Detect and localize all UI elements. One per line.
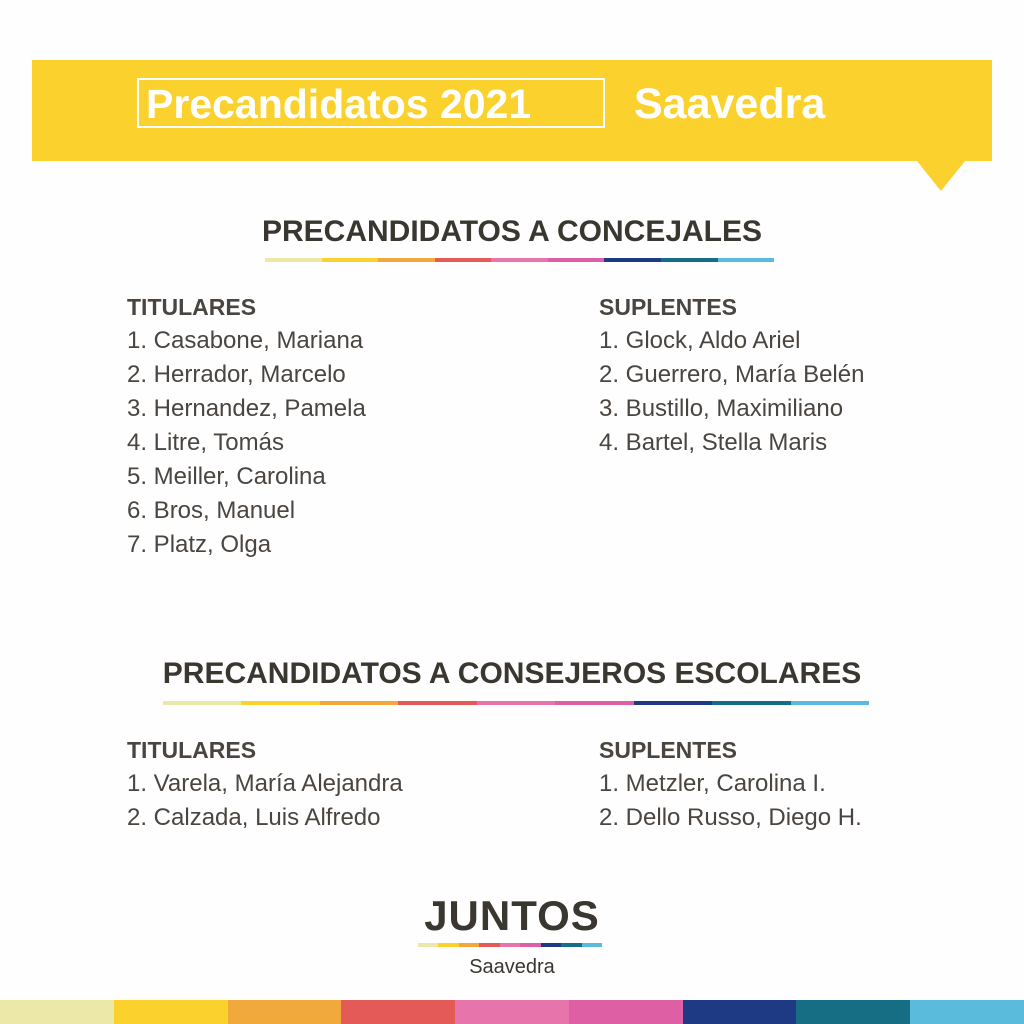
stripe-segment <box>265 258 322 262</box>
stripe-segment <box>163 701 241 705</box>
stripe-segment <box>661 258 718 262</box>
concejales-titulares-column <box>127 290 366 562</box>
concejales-suplentes-heading: SUPLENTES <box>599 294 738 320</box>
stripe-segment <box>548 258 605 262</box>
list-item: 2. Calzada, Luis Alfredo <box>127 804 381 831</box>
list-item: 2. Guerrero, María Belén <box>599 361 865 388</box>
list-item: 2. Herrador, Marcelo <box>127 361 346 388</box>
list-item: 5. Meiller, Carolina <box>127 463 326 490</box>
bottom-color-band <box>0 1000 1024 1024</box>
stripe-segment <box>479 943 499 947</box>
stripe-segment <box>582 943 602 947</box>
list-item: 6. Bros, Manuel <box>127 497 296 524</box>
concejales-titulares-heading: TITULARES <box>127 294 257 320</box>
stripe-segment <box>241 701 319 705</box>
list-item: 1. Varela, María Alejandra <box>127 770 403 797</box>
section-title-concejales: PRECANDIDATOS A CONCEJALES <box>261 215 763 248</box>
list-item: 3. Bustillo, Maximiliano <box>599 395 844 422</box>
stripe-segment <box>604 258 661 262</box>
stripe-segment <box>520 943 540 947</box>
consejeros-titulares-column <box>127 733 403 835</box>
stripe-segment <box>555 701 633 705</box>
stripe-segment <box>320 701 398 705</box>
band-segment <box>455 1000 569 1024</box>
banner-city: Saavedra <box>634 80 826 128</box>
banner-speech-tail <box>917 161 965 191</box>
stripe-segment <box>418 943 438 947</box>
band-segment <box>910 1000 1024 1024</box>
stripe-segment <box>477 701 555 705</box>
stripe-segment <box>500 943 520 947</box>
section-title-consejeros: PRECANDIDATOS A CONSEJEROS ESCOLARES <box>162 657 862 690</box>
list-item: 3. Hernandez, Pamela <box>127 395 366 422</box>
stripe-segment <box>438 943 458 947</box>
consejeros-titulares-heading: TITULARES <box>127 737 257 763</box>
banner-title: Precandidatos 2021 <box>146 81 532 127</box>
stripe-segment <box>561 943 581 947</box>
color-stripe-logo <box>418 943 602 947</box>
color-stripe-consejeros <box>163 701 869 705</box>
stripe-segment <box>378 258 435 262</box>
band-segment <box>796 1000 910 1024</box>
band-segment <box>569 1000 683 1024</box>
stripe-segment <box>398 701 476 705</box>
color-stripe-concejales <box>265 258 774 262</box>
stripe-segment <box>435 258 492 262</box>
band-segment <box>683 1000 797 1024</box>
stripe-segment <box>322 258 379 262</box>
stripe-segment <box>712 701 790 705</box>
stripe-segment <box>718 258 775 262</box>
stripe-segment <box>791 701 869 705</box>
list-item: 1. Glock, Aldo Ariel <box>599 327 801 354</box>
consejeros-suplentes-column <box>599 733 862 835</box>
band-segment <box>114 1000 228 1024</box>
list-item: 4. Bartel, Stella Maris <box>599 429 828 456</box>
stripe-segment <box>459 943 479 947</box>
band-segment <box>0 1000 114 1024</box>
list-item: 7. Platz, Olga <box>127 531 272 558</box>
concejales-suplentes-column <box>599 290 864 460</box>
stripe-segment <box>491 258 548 262</box>
list-item: 1. Metzler, Carolina I. <box>599 770 826 797</box>
band-segment <box>341 1000 455 1024</box>
list-item: 1. Casabone, Mariana <box>127 327 364 354</box>
stripe-segment <box>541 943 561 947</box>
list-item: 2. Dello Russo, Diego H. <box>599 804 862 831</box>
juntos-logo-wordmark: JUNTOS <box>424 892 600 939</box>
consejeros-suplentes-heading: SUPLENTES <box>599 737 738 763</box>
stripe-segment <box>634 701 712 705</box>
list-item: 4. Litre, Tomás <box>127 429 284 456</box>
logo-city: Saavedra <box>469 956 555 978</box>
band-segment <box>228 1000 342 1024</box>
